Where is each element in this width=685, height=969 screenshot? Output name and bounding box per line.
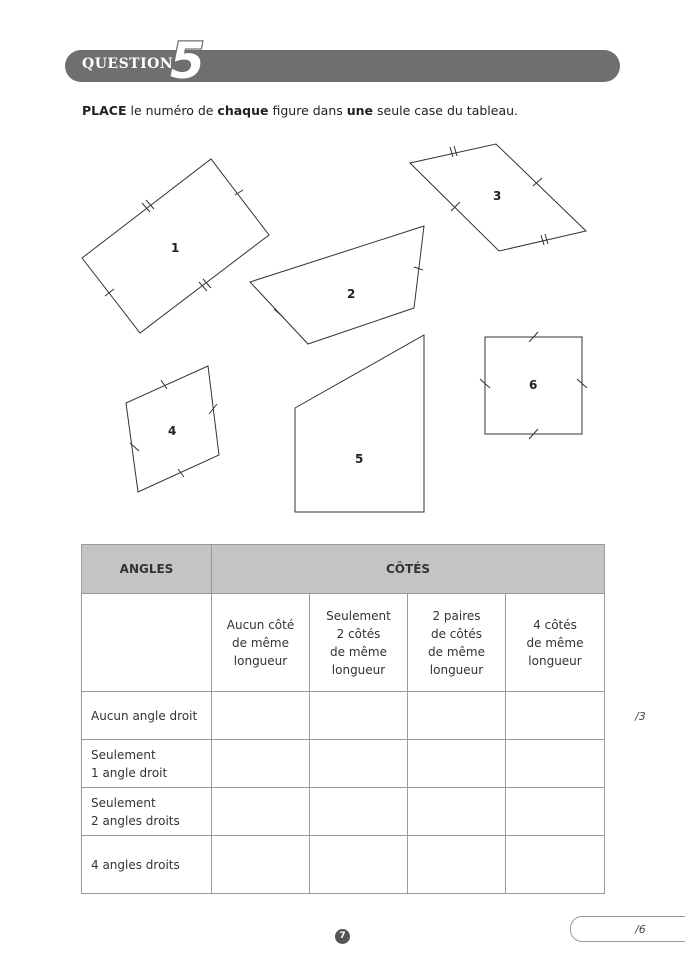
figure-2-trapezoid	[250, 226, 424, 344]
answer-cell[interactable]	[212, 788, 310, 836]
instruction-part: figure dans	[268, 103, 347, 118]
total-score: /6	[635, 923, 646, 936]
question-label: QUESTION	[82, 56, 174, 72]
answer-cell[interactable]	[506, 788, 605, 836]
answer-cell[interactable]	[310, 836, 408, 894]
instruction-part: le numéro de	[126, 103, 218, 118]
header-sides: CÔTÉS	[212, 545, 605, 594]
answer-cell[interactable]	[212, 740, 310, 788]
answer-cell[interactable]	[212, 836, 310, 894]
column-header: 4 côtés de même longueur	[506, 594, 605, 692]
score-tab	[570, 916, 685, 942]
page-number: 7	[335, 929, 350, 944]
table-row	[82, 740, 605, 788]
answer-cell[interactable]	[310, 788, 408, 836]
figure-label-6: 6	[529, 378, 538, 392]
instruction-part: seule case du tableau.	[373, 103, 519, 118]
figure-label-5: 5	[355, 452, 364, 466]
row-header: Seulement 2 angles droits	[82, 788, 212, 836]
answer-cell[interactable]	[212, 692, 310, 740]
table-row	[82, 692, 605, 740]
partial-score: /3	[635, 710, 646, 723]
figure-label-4: 4	[168, 424, 177, 438]
empty-corner-cell	[82, 594, 212, 692]
figure-5-trapezoid	[295, 335, 424, 512]
figure-label-2: 2	[347, 287, 356, 301]
row-header: Seulement 1 angle droit	[82, 740, 212, 788]
question-number: 5	[170, 32, 205, 90]
column-header: 2 paires de côtés de même longueur	[408, 594, 506, 692]
figure-label-3: 3	[493, 189, 502, 203]
figure-label-1: 1	[171, 241, 180, 255]
table-subheader-row	[82, 594, 605, 692]
row-header: 4 angles droits	[82, 836, 212, 894]
instruction-verb: PLACE	[82, 103, 127, 118]
answer-cell[interactable]	[310, 692, 408, 740]
table-header-row	[82, 545, 605, 594]
answer-cell[interactable]	[310, 740, 408, 788]
answer-cell[interactable]	[408, 788, 506, 836]
instruction-emphasis: une	[346, 103, 374, 118]
row-header: Aucun angle droit	[82, 692, 212, 740]
table-row	[82, 788, 605, 836]
answer-cell[interactable]	[506, 836, 605, 894]
table-row	[82, 836, 605, 894]
column-header: Aucun côté de même longueur	[212, 594, 310, 692]
answer-cell[interactable]	[506, 740, 605, 788]
answer-cell[interactable]	[408, 692, 506, 740]
answer-cell[interactable]	[408, 740, 506, 788]
header-angles: ANGLES	[82, 545, 212, 594]
answer-cell[interactable]	[506, 692, 605, 740]
answer-cell[interactable]	[408, 836, 506, 894]
column-header: Seulement 2 côtés de même longueur	[310, 594, 408, 692]
instruction-emphasis: chaque	[217, 103, 269, 118]
classification-table	[81, 544, 605, 894]
